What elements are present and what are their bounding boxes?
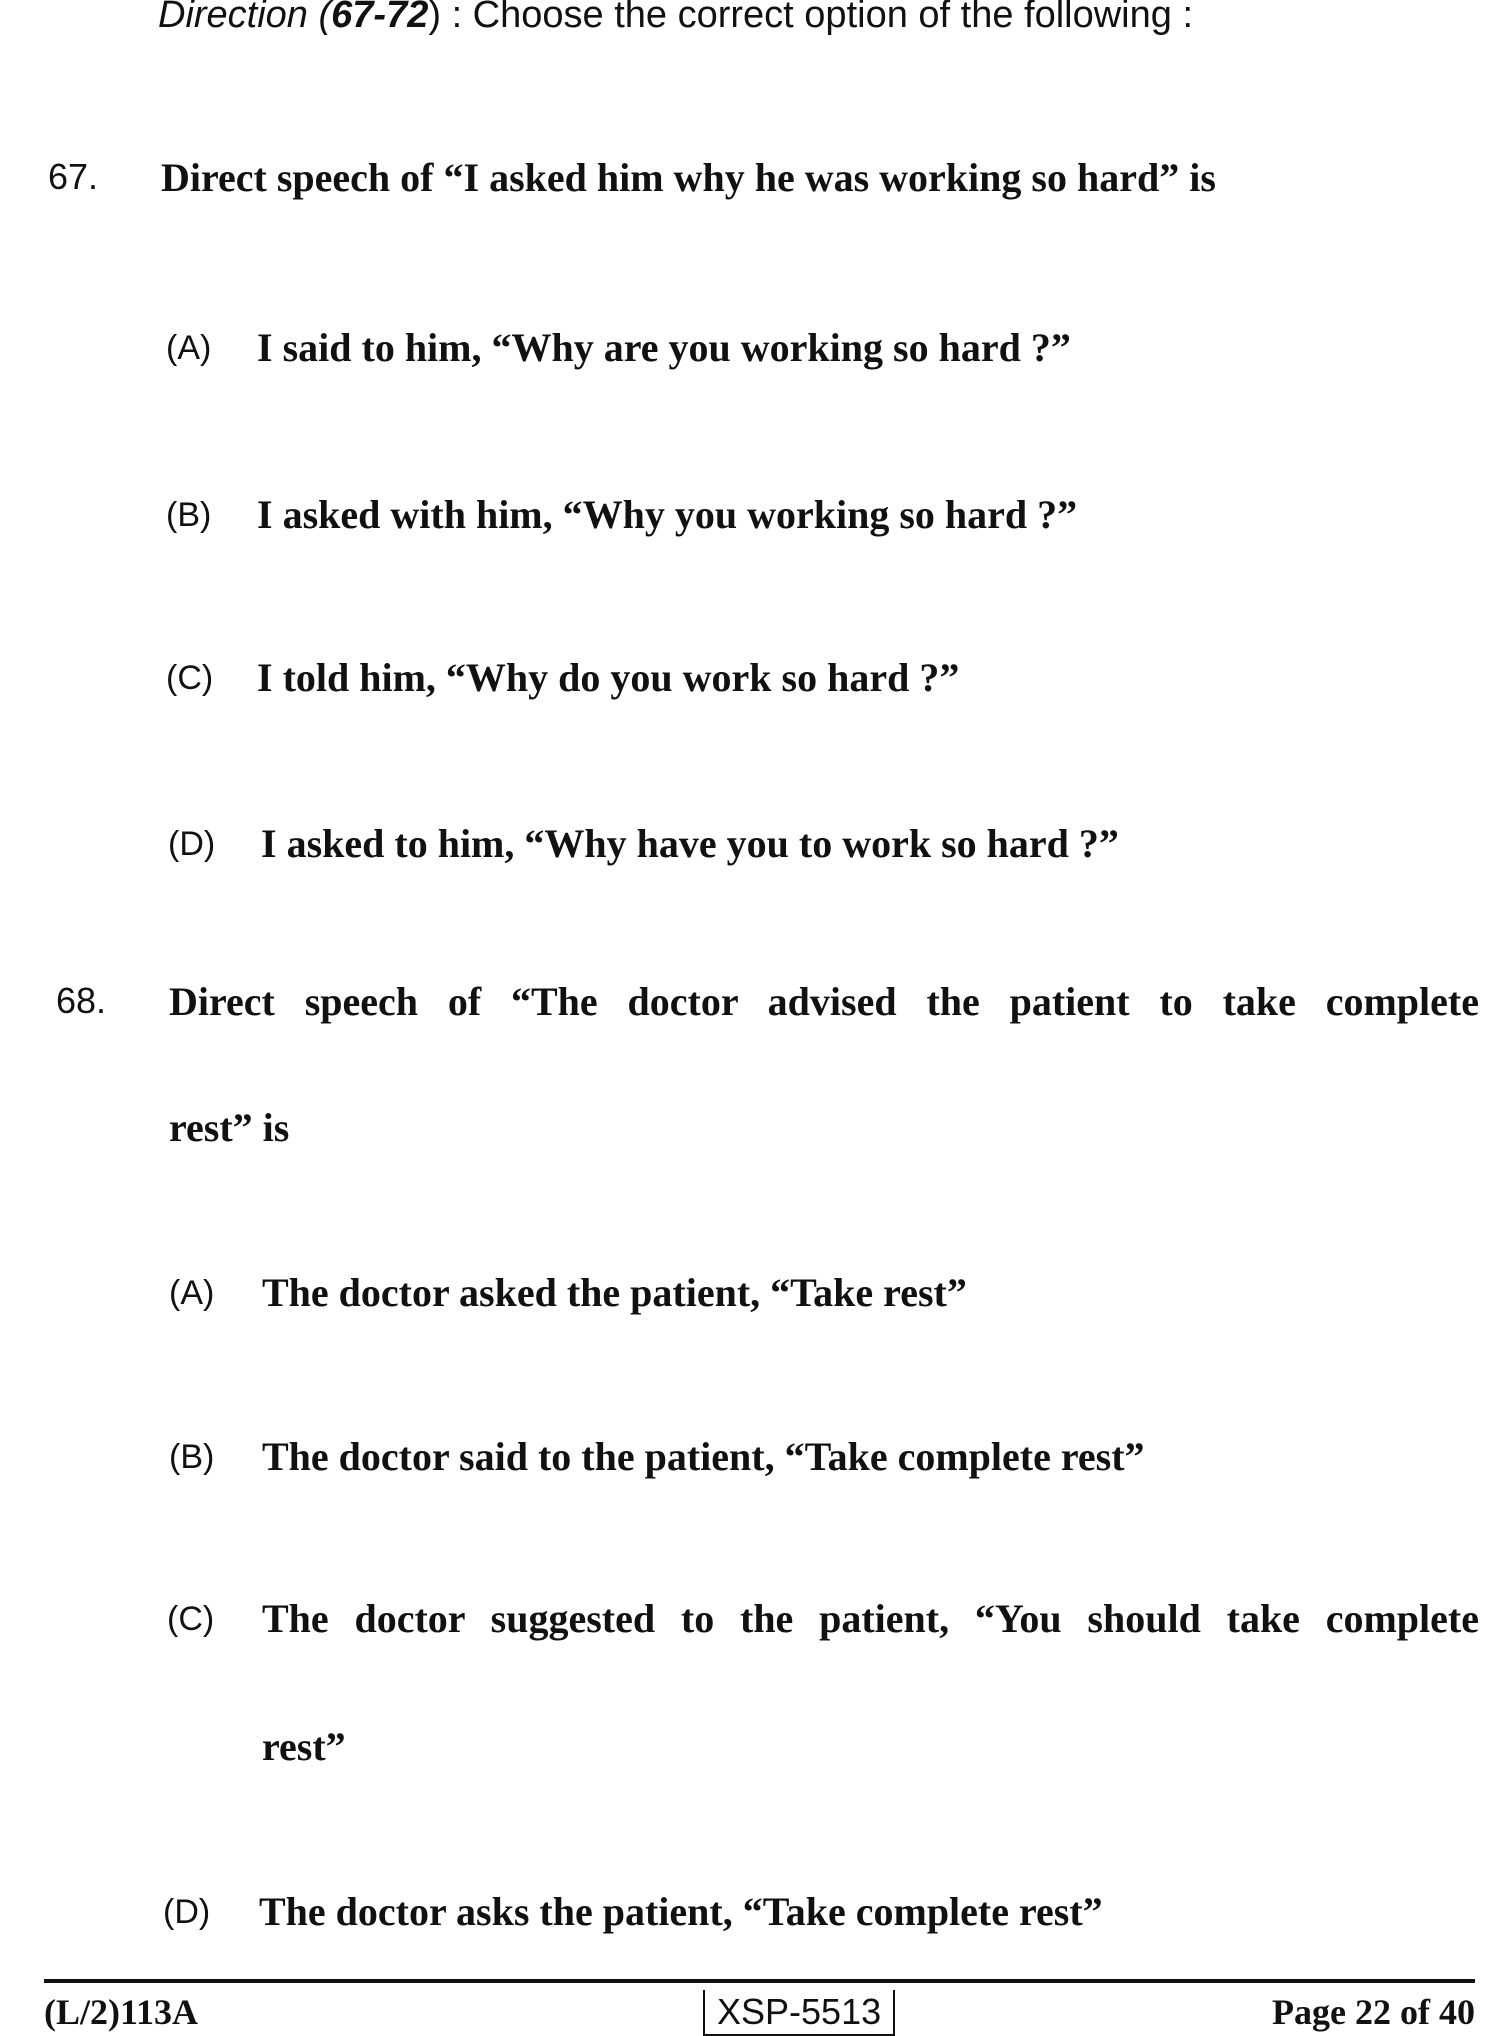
option-text: The doctor said to the patient, “Take complete rest” bbox=[262, 1434, 1145, 1479]
footer-paper-code: (L/2)113A bbox=[44, 1992, 199, 2032]
option-label: (B) bbox=[166, 496, 212, 534]
option-label: (A) bbox=[169, 1274, 215, 1312]
option-text: The doctor asks the patient, “Take complete rest” bbox=[259, 1889, 1103, 1934]
option-label: (A) bbox=[166, 329, 212, 367]
direction-range: 67-72 bbox=[331, 0, 429, 36]
question-number: 68. bbox=[56, 980, 107, 1021]
direction-line bbox=[158, 0, 1193, 40]
option-label: (B) bbox=[169, 1438, 215, 1476]
option-label: (C) bbox=[166, 659, 214, 697]
option-text: I told him, “Why do you work so hard ?” bbox=[257, 655, 960, 700]
option-label: (D) bbox=[168, 825, 216, 863]
option-text: I asked to him, “Why have you to work so hard ?” bbox=[261, 821, 1119, 866]
option-text: The doctor suggested to the patient, “You should take complete bbox=[262, 1596, 1479, 1641]
question-text-continued: rest” is bbox=[169, 1105, 290, 1150]
option-label: (D) bbox=[163, 1893, 211, 1931]
footer-page-number: Page 22 of 40 bbox=[1272, 1992, 1475, 2032]
option-text-continued: rest” bbox=[262, 1724, 346, 1769]
direction-prefix: Direction ( bbox=[158, 0, 332, 36]
question-text: Direct speech of “The doctor advised the patient to take complete bbox=[169, 979, 1479, 1024]
option-text: The doctor asked the patient, “Take rest” bbox=[262, 1270, 967, 1315]
option-label: (C) bbox=[167, 1600, 215, 1638]
option-text: I said to him, “Why are you working so hard ?” bbox=[257, 325, 1071, 370]
option-text: I asked with him, “Why you working so hard ?” bbox=[257, 492, 1078, 537]
footer-series-code: XSP-5513 bbox=[703, 1990, 895, 2036]
direction-suffix: ) : Choose the correct option of the following : bbox=[428, 0, 1193, 36]
question-number: 67. bbox=[48, 156, 99, 197]
footer-rule bbox=[44, 1979, 1475, 1983]
question-text: Direct speech of “I asked him why he was working so hard” is bbox=[161, 155, 1216, 200]
